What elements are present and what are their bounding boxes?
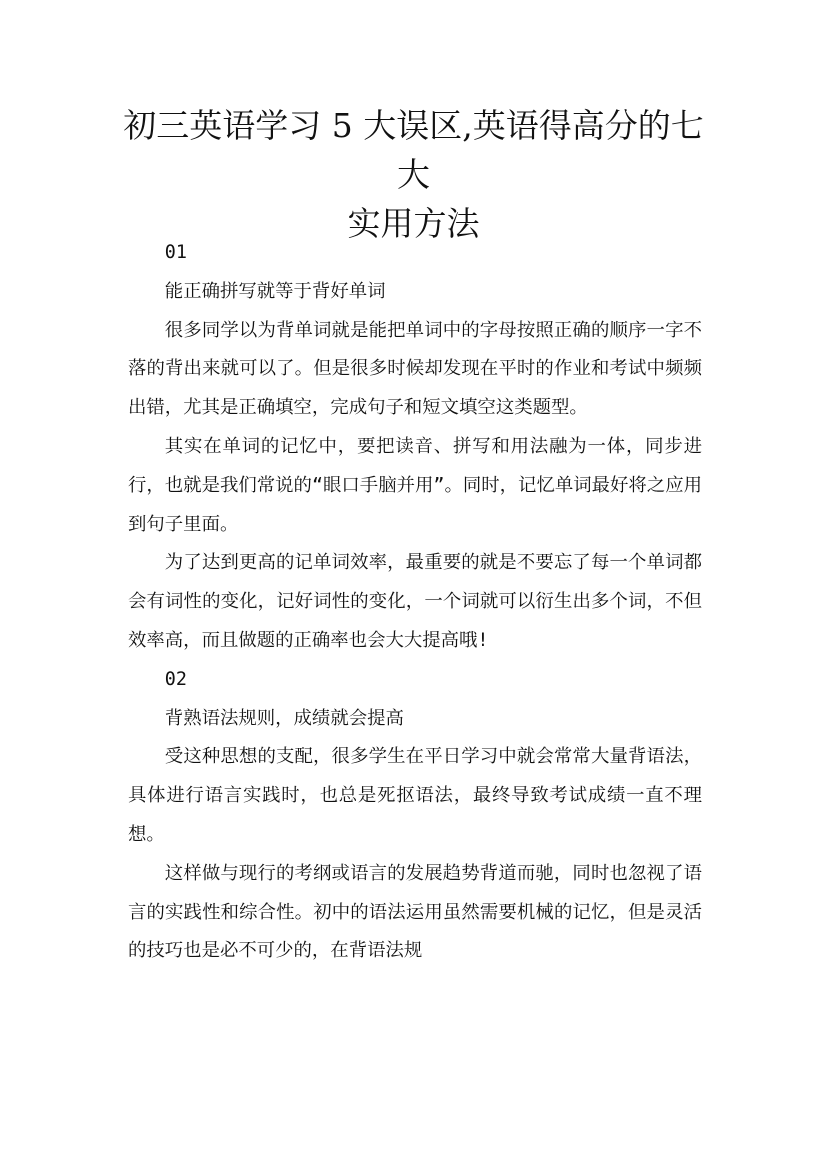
section-heading-02: 背熟语法规则，成绩就会提高 [164,707,404,729]
section-number-02: 02 [164,668,187,690]
paragraph: 受这种思想的支配，很多学生在平日学习中就会常常大量背语法，具体进行语言实践时，也总是死抠语法，最终导致考试成绩一直不理想。 [128,746,702,845]
document-body [128,234,702,971]
paragraph: 很多同学以为背单词就是能把单词中的字母按照正确的顺序一字不落的背出来就可以了。但是很多时候却发现在平时的作业和考试中频频出错，尤其是正确填空，完成句子和短文填空这类题型。 [128,319,702,419]
title-line-2: 实用方法 [347,204,480,243]
document-title [120,101,707,248]
section-number-01: 01 [164,242,187,263]
paragraph: 其实在单词的记忆中，要把读音、拼写和用法融为一体，同步进行，也就是我们常说的“眼口手脑并用”。同时，记忆单词最好将之应用到句子里面。 [128,435,702,535]
section-heading-01: 能正确拼写就等于背好单词 [164,280,386,302]
title-line-1: 初三英语学习 5 大误区,英语得高分的七大 [123,106,704,194]
paragraph: 这样做与现行的考纲或语言的发展趋势背道而驰，同时也忽视了语言的实践性和综合性。初中的语法运用虽然需要机械的记忆，但是灵活的技巧也是必不可少的，在背语法规 [128,862,702,962]
paragraph: 为了达到更高的记单词效率，最重要的就是不要忘了每一个单词都会有词性的变化，记好词性的变化，一个词就可以衍生出多个词，不但效率高，而且做题的正确率也会大大提高哦! [128,552,702,651]
